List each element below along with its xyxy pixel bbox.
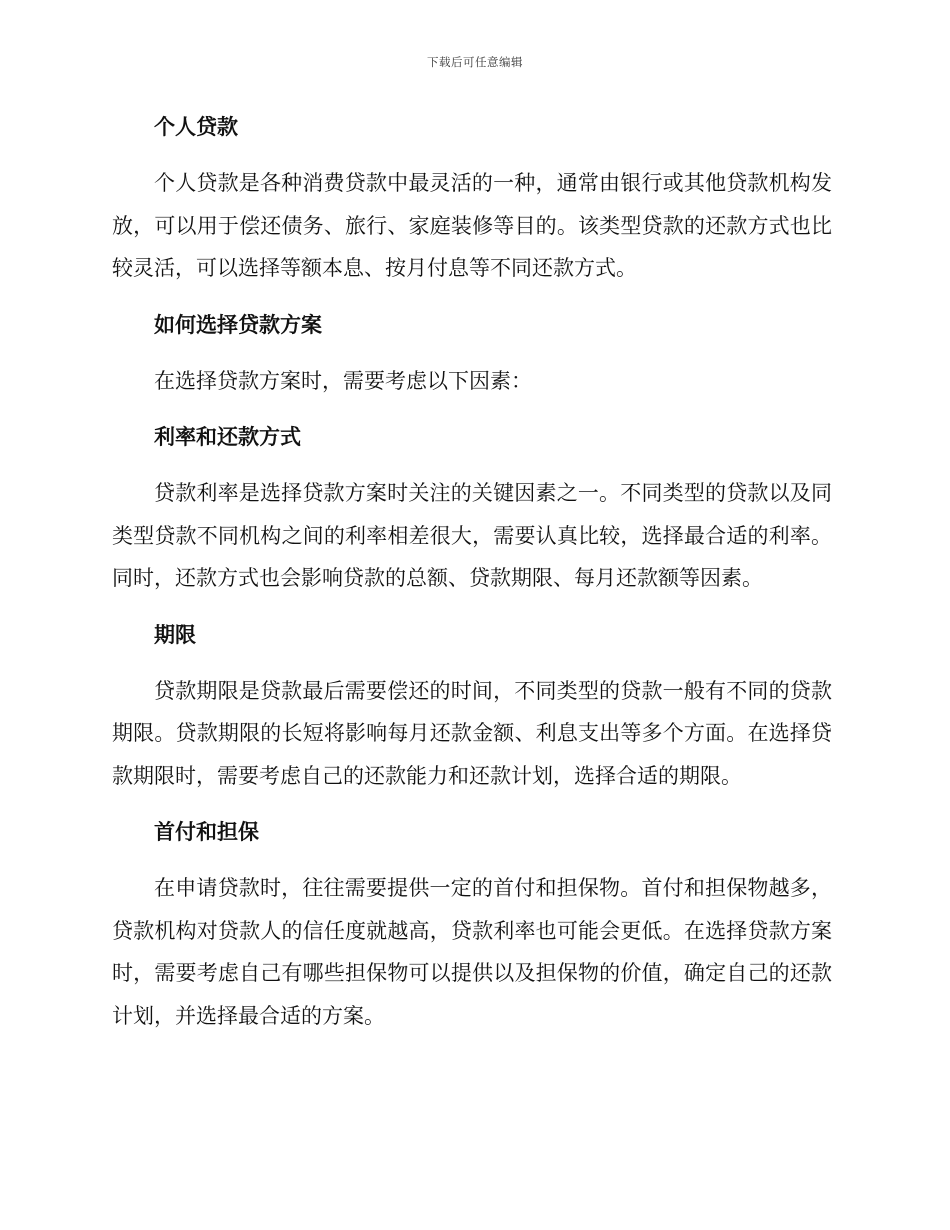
section-heading-interest-rate: 利率和还款方式 [154,424,301,449]
section-paragraph-down-payment: 在申请贷款时，往往需要提供一定的首付和担保物。首付和担保物越多，贷款机构对贷款人的信任度就越高，贷款利率也可能会更低。在选择贷款方案时，需要考虑自己有哪些担保物可以提供以及担保物的价值，确定自己的还款计划，并选择最合适的方案。 [112,876,832,1028]
section-heading-how-to-choose: 如何选择贷款方案 [154,311,322,337]
section-paragraph-interest-rate: 贷款利率是选择贷款方案时关注的关键因素之一。不同类型的贷款以及同类型贷款不同机构之间的利率相差很大，需要认真比较，选择最合适的利率。同时，还款方式也会影响贷款的总额、贷款期限、每月还款额等因素。 [112,481,832,590]
section-heading-down-payment: 首付和担保 [154,819,259,844]
section-heading-term: 期限 [154,621,196,647]
section-heading-personal-loan: 个人贷款 [154,114,238,139]
section-paragraph-term: 贷款期限是贷款最后需要偿还的时间，不同类型的贷款一般有不同的贷款期限。贷款期限的长短将影响每月还款金额、利息支出等多个方面。在选择贷款期限时，需要考虑自己的还款能力和还款计划，选择合适的期限。 [112,678,832,788]
section-paragraph-how-to-choose: 在选择贷款方案时，需要考虑以下因素： [154,368,532,393]
document-body [112,108,832,1053]
page-header: 下载后可任意编辑 [427,55,523,69]
section-paragraph-personal-loan: 个人贷款是各种消费贷款中最灵活的一种，通常由银行或其他贷款机构发放，可以用于偿还债务、旅行、家庭装修等目的。该类型贷款的还款方式也比较灵活，可以选择等额本息、按月付息等不同还款方式。 [112,171,832,280]
